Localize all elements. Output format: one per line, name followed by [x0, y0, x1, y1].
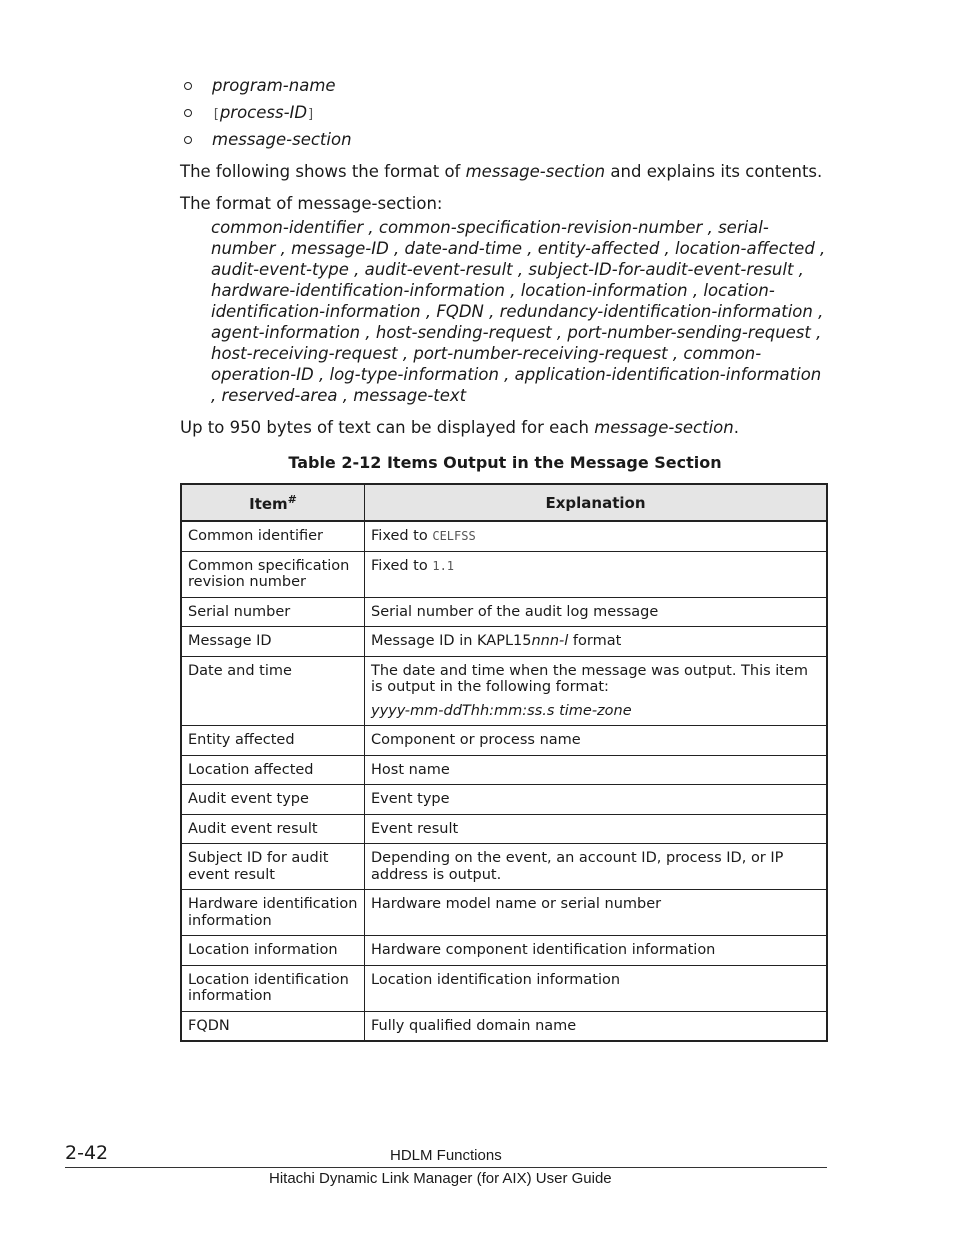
table-row — [181, 656, 827, 726]
intro-paragraph: The following shows the format of message-section and explains its contents. — [180, 162, 823, 181]
explanation-cell: Component or process name — [365, 726, 828, 756]
list-item: program-name — [212, 74, 830, 101]
table-row — [181, 936, 827, 966]
explanation-cell: Event type — [365, 785, 828, 815]
bytes-note: Up to 950 bytes of text can be displayed for each message-section. — [180, 418, 739, 437]
item-cell: Audit event result — [181, 814, 365, 844]
circle-bullet-icon — [184, 136, 192, 144]
table-row — [181, 521, 827, 551]
explanation-cell: Depending on the event, an account ID, process ID, or IP address is output. — [365, 844, 828, 890]
explanation-cell: Fixed to 1.1 — [365, 551, 828, 597]
circle-bullet-icon — [184, 109, 192, 117]
footer-divider — [65, 1167, 827, 1168]
explanation-cell: Host name — [365, 755, 828, 785]
table-row — [181, 1011, 827, 1041]
table-row — [181, 597, 827, 627]
item-cell: Hardware identification information — [181, 890, 365, 936]
table-header-row — [181, 484, 827, 521]
table-row — [181, 785, 827, 815]
circle-bullet-icon — [184, 82, 192, 90]
items-table — [180, 483, 828, 1042]
item-cell: Entity affected — [181, 726, 365, 756]
table-row — [181, 551, 827, 597]
item-cell: Common specification revision number — [181, 551, 365, 597]
item-cell: FQDN — [181, 1011, 365, 1041]
header-item: Item# — [181, 484, 365, 521]
explanation-cell: Serial number of the audit log message — [365, 597, 828, 627]
date-format-line: yyyy-mm-ddThh:mm:ss.s time-zone — [371, 702, 632, 719]
table-row — [181, 755, 827, 785]
header-explanation: Explanation — [365, 484, 828, 521]
explanation-cell: Hardware model name or serial number — [365, 890, 828, 936]
item-cell: Location information — [181, 936, 365, 966]
list-item: message-section — [212, 128, 830, 155]
explanation-cell: Fully qualified domain name — [365, 1011, 828, 1041]
list-item: [process-ID] — [212, 101, 830, 128]
explanation-cell: Hardware component identification information — [365, 936, 828, 966]
format-label: The format of message-section: — [180, 194, 443, 213]
table-row — [181, 890, 827, 936]
item-cell: Date and time — [181, 656, 365, 726]
explanation-cell: Fixed to CELFSS — [365, 521, 828, 551]
page-content — [180, 74, 830, 1042]
explanation-cell: Message ID in KAPL15nnn-l format — [365, 627, 828, 657]
format-definition: common-identifier , common-specification-revision-number , serial-number , message-ID , date-and-time , entity-affected , location-affected , audit-event-type , audit-event-result , subject-ID-for-audit-event-result , hardware-identification-information , location-information , location-identification-information , FQDN , redundancy-identification-information , agent-information , host-sending-request , port-number-sending-request , host-receiving-request , port-number-receiving-request , common-operation-ID , log-type-information , application-identification-information , reserved-area , message-text — [211, 218, 826, 405]
table-row — [181, 844, 827, 890]
explanation-cell: The date and time when the message was output. This item is output in the following format: yyyy-mm-ddThh:mm:ss.s time-zone — [365, 656, 828, 726]
item-cell: Location affected — [181, 755, 365, 785]
table-caption: Table 2-12 Items Output in the Message Section — [288, 453, 722, 472]
item-cell: Serial number — [181, 597, 365, 627]
explanation-cell: Location identification information — [365, 965, 828, 1011]
table-row — [181, 627, 827, 657]
table-row — [181, 814, 827, 844]
book-title: Hitachi Dynamic Link Manager (for AIX) User Guide — [269, 1170, 612, 1187]
bullet-list — [180, 74, 830, 155]
table-row — [181, 965, 827, 1011]
item-cell: Message ID — [181, 627, 365, 657]
explanation-cell: Event result — [365, 814, 828, 844]
item-cell: Common identifier — [181, 521, 365, 551]
item-cell: Subject ID for audit event result — [181, 844, 365, 890]
item-cell: Audit event type — [181, 785, 365, 815]
page-number: 2-42 — [65, 1142, 109, 1164]
table-row — [181, 726, 827, 756]
chapter-title: HDLM Functions — [390, 1147, 502, 1164]
item-cell: Location identification information — [181, 965, 365, 1011]
